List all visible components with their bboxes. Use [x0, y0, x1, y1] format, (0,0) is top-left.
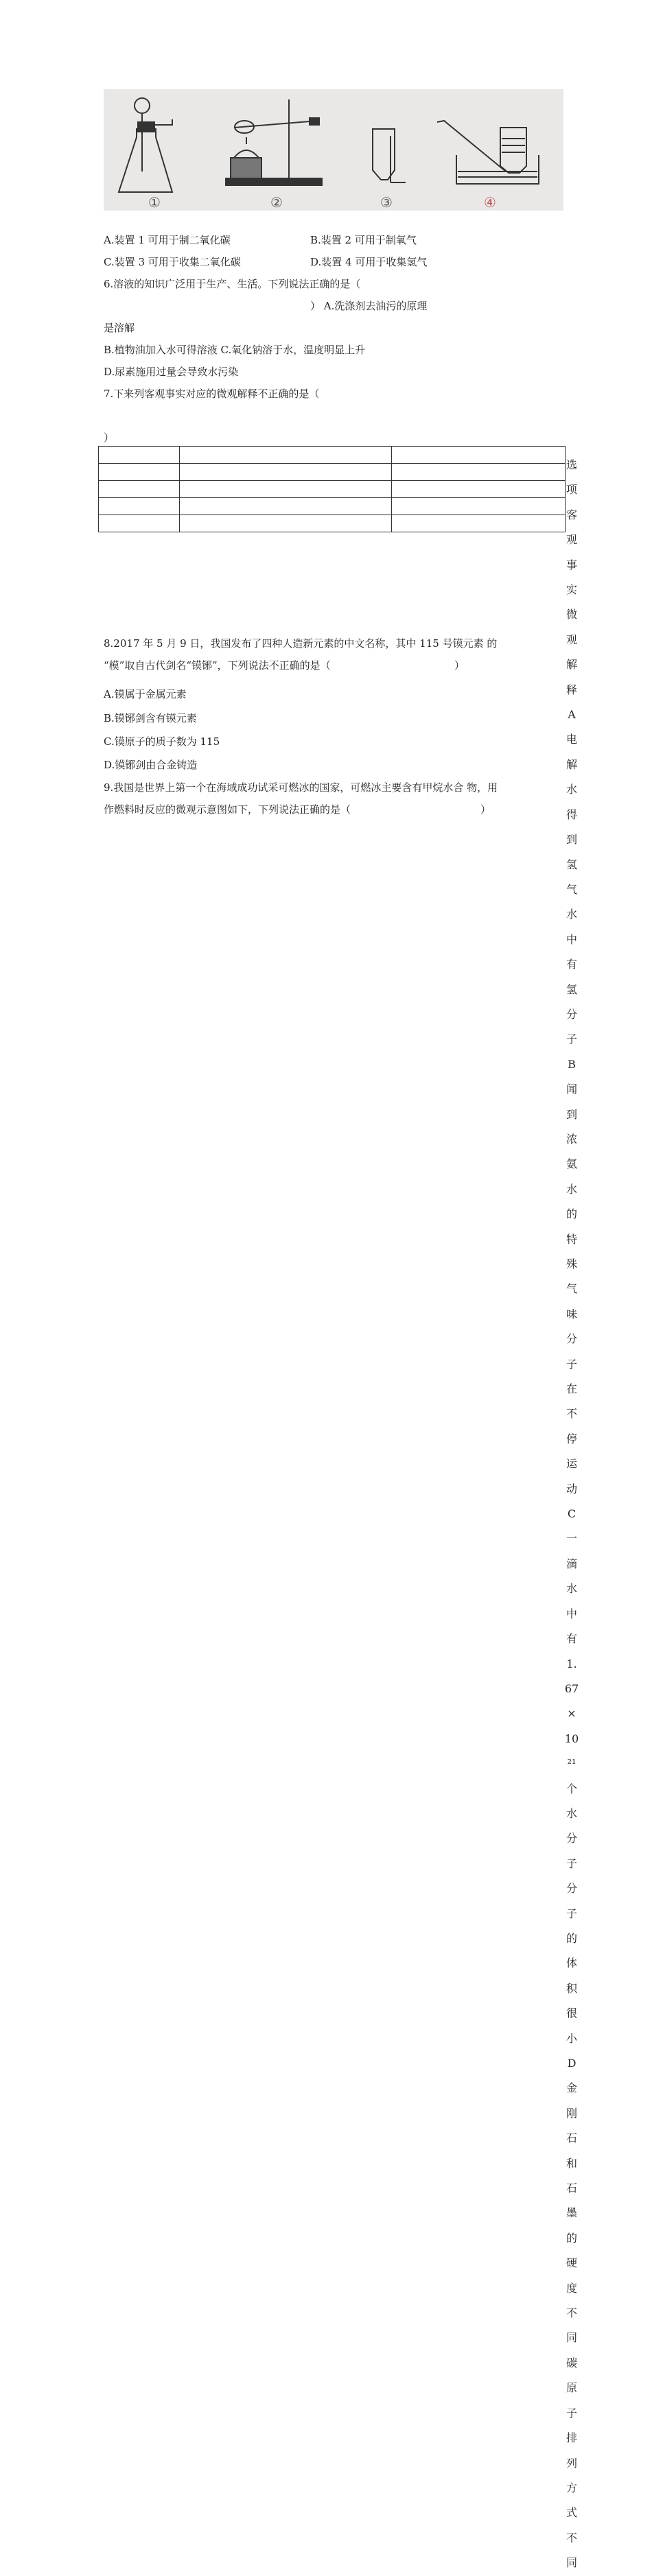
table-row — [99, 515, 566, 532]
apparatus-4-trough — [437, 121, 539, 184]
apparatus-2-label: ② — [270, 194, 283, 211]
q7-overflow-column-text: 选项客观事实微观解释A电解水得到氢气水中有氢分子B闻到浓氨水的特殊气味分子在不停运动C一滴水中有1.67×10²¹个水分子分子的体积很小D金刚石和石墨的硬度不同碳原子排列方式不同 — [564, 458, 579, 2570]
q6-option-a: ） A.洗涤剂去油污的原理 — [310, 300, 428, 312]
table-row — [99, 464, 566, 481]
apparatus-2-stand — [226, 99, 322, 185]
q7-close-paren: ） — [104, 432, 115, 444]
q8-option-d: D.镆铘剑由合金铸造 — [104, 759, 198, 771]
q6-option-a-cont: 是溶解 — [104, 322, 135, 334]
q5-option-d: D.装置 4 可用于收集氢气 — [310, 256, 428, 268]
q6-option-b-c: B.植物油加入水可得溶液 C.氧化钠溶于水，温度明显上升 — [104, 344, 366, 356]
q6-stem: 6.溶液的知识广泛用于生产、生活。下列说法正确的是（ — [104, 278, 361, 290]
table-row — [99, 447, 566, 464]
q9-line-2: 作燃料时反应的微观示意图如下，下列说法正确的是（ — [104, 803, 351, 816]
apparatus-4-label: ④ — [484, 194, 496, 211]
q8-option-a: A.镆属于金属元素 — [104, 688, 187, 700]
q8-option-b: B.镆铘剑含有镆元素 — [104, 712, 197, 724]
apparatus-drawing — [104, 89, 563, 211]
q8-close-paren: ） — [454, 659, 465, 672]
q9-line-1: 9.我国是世界上第一个在海域成功试采可燃冰的国家，可燃冰主要含有甲烷水合 物，用 — [104, 781, 498, 794]
q8-option-c: C.镆原子的质子数为 115 — [104, 735, 220, 748]
q7-stem: 7.下来列客观事实对应的微观解释不正确的是（ — [104, 388, 320, 400]
table-row — [99, 481, 566, 498]
q9-close-paren: ） — [480, 803, 491, 816]
table-row — [99, 498, 566, 515]
q8-line-2: “模”取自古代剑名“镆铘”，下列说法不正确的是（ — [104, 659, 331, 672]
q5-option-a: A.装置 1 可用于制二氧化碳 — [104, 234, 231, 246]
apparatus-1-label: ① — [148, 194, 161, 211]
q5-option-c: C.装置 3 可用于收集二氧化碳 — [104, 256, 241, 268]
apparatus-1-flask — [119, 98, 172, 192]
q5-option-b: B.装置 2 可用于制氧气 — [310, 234, 417, 246]
apparatus-3-label: ③ — [380, 194, 393, 211]
apparatus-figure — [104, 89, 563, 211]
q8-line-1: 8.2017 年 5 月 9 日，我国发布了四种人造新元素的中文名称，其中 115 号镆元素 的 — [104, 637, 498, 650]
q6-option-d: D.尿素施用过量会导致水污染 — [104, 366, 239, 378]
apparatus-3-bottle — [373, 129, 406, 182]
q7-table — [98, 446, 566, 532]
